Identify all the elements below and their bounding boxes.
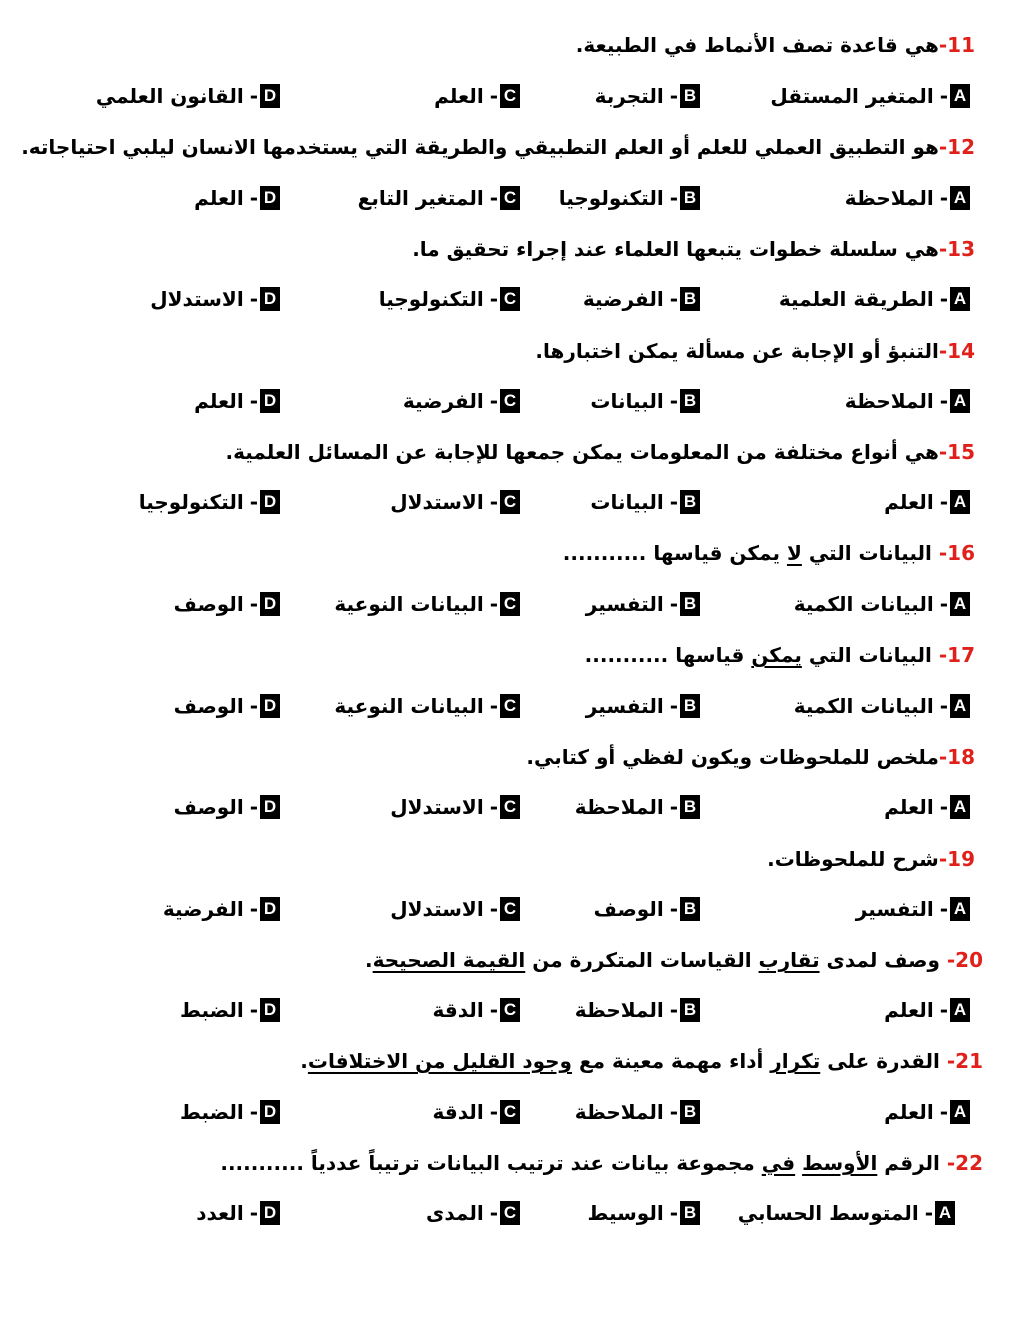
option-text: الدقة: [432, 1100, 484, 1124]
option-text: الوصف: [593, 897, 664, 921]
question-text: أداء مهمة معينة مع: [571, 1049, 771, 1073]
option-text: الوصف: [173, 592, 244, 616]
question-number: 13-: [938, 237, 975, 261]
option-text: الاستدلال: [390, 795, 484, 819]
option-text: الاستدلال: [390, 490, 484, 514]
option-letter-badge: D: [260, 287, 280, 311]
options-row-15: [30, 490, 970, 524]
question-text: يمكن قياسها ...........: [562, 541, 787, 565]
question-text: قياسها ...........: [584, 643, 752, 667]
option-letter-badge: D: [260, 1100, 280, 1124]
option-text: المتغير التابع: [357, 186, 484, 210]
question-text: التنبؤ أو الإجابة عن مسألة يمكن اختبارها.: [535, 339, 939, 363]
question-text: القدرة على: [820, 1049, 947, 1073]
option-letter-badge: D: [260, 592, 280, 616]
option-b[interactable]: B - الملاحظة: [575, 795, 700, 819]
option-letter-badge: C: [500, 694, 520, 718]
option-b[interactable]: B - الفرضية: [583, 287, 700, 311]
option-text: العلم: [194, 186, 244, 210]
option-d[interactable]: D - الوصف: [174, 795, 280, 819]
option-letter-badge: D: [260, 84, 280, 108]
option-letter-badge: A: [950, 84, 970, 108]
question-text: الرقم: [877, 1151, 947, 1175]
option-text: الطريقة العلمية: [778, 287, 934, 311]
option-d[interactable]: D - العدد: [196, 1201, 280, 1225]
option-text: الملاحظة: [844, 186, 934, 210]
option-b[interactable]: B - التفسير: [586, 592, 700, 616]
option-letter-badge: B: [680, 287, 700, 311]
option-c[interactable]: C - الاستدلال: [390, 795, 520, 819]
option-text: التفسير: [585, 592, 664, 616]
option-b[interactable]: B - الملاحظة: [575, 998, 700, 1022]
options-row-22: [15, 1201, 955, 1235]
option-text: الملاحظة: [574, 795, 664, 819]
option-letter-badge: B: [680, 897, 700, 921]
option-text: الملاحظة: [844, 389, 934, 413]
question-number: 12-: [938, 135, 975, 159]
option-c[interactable]: C - الفرضية: [403, 389, 520, 413]
options-row-11: [30, 84, 970, 118]
option-letter-badge: B: [680, 795, 700, 819]
question-text: القياسات المتكررة من: [525, 948, 759, 972]
option-letter-badge: D: [260, 490, 280, 514]
question-20: [53, 948, 983, 972]
option-text: العلم: [884, 490, 934, 514]
option-c[interactable]: C - المتغير التابع: [358, 186, 520, 210]
question-14: [45, 339, 975, 363]
option-letter-badge: D: [260, 897, 280, 921]
underlined-word: الأوسط: [802, 1151, 878, 1175]
option-letter-badge: D: [260, 186, 280, 210]
underlined-word: تكرار: [770, 1049, 821, 1073]
option-letter-badge: A: [950, 186, 970, 210]
option-c[interactable]: C - البيانات النوعية: [334, 592, 520, 616]
question-number: 11-: [938, 33, 975, 57]
option-d[interactable]: D - الوصف: [174, 694, 280, 718]
option-text: الضبط: [180, 998, 244, 1022]
option-d[interactable]: D - التكنولوجيا: [139, 490, 280, 514]
option-text: التكنولوجيا: [138, 490, 244, 514]
option-text: الضبط: [180, 1100, 244, 1124]
underlined-word: في: [761, 1151, 796, 1175]
option-letter-badge: A: [950, 694, 970, 718]
option-letter-badge: A: [950, 897, 970, 921]
underlined-word: وجود القليل من الاختلافات: [307, 1049, 572, 1073]
option-c[interactable]: C - الدقة: [433, 1100, 520, 1124]
option-letter-badge: C: [500, 1201, 520, 1225]
question-text: شرح للملحوظات.: [767, 847, 939, 871]
options-row-20: [30, 998, 970, 1032]
option-letter-badge: C: [500, 186, 520, 210]
options-row-19: [30, 897, 970, 931]
option-letter-badge: A: [950, 490, 970, 514]
option-text: الملاحظة: [574, 1100, 664, 1124]
option-letter-badge: B: [680, 84, 700, 108]
option-letter-badge: B: [680, 694, 700, 718]
option-letter-badge: A: [950, 287, 970, 311]
option-text: البيانات النوعية: [334, 694, 484, 718]
underlined-word: القيمة الصحيحة: [372, 948, 526, 972]
option-a[interactable]: A - الملاحظة: [845, 389, 970, 413]
option-text: الوسيط: [587, 1201, 664, 1225]
options-row-18: [30, 795, 970, 829]
option-letter-badge: B: [680, 1100, 700, 1124]
question-text: البيانات التي: [801, 643, 939, 667]
option-a[interactable]: A - العلم: [884, 490, 970, 514]
option-text: القانون العلمي: [95, 84, 244, 108]
option-text: العلم: [884, 998, 934, 1022]
option-text: الاستدلال: [150, 287, 244, 311]
question-text: وصف لمدى: [819, 948, 947, 972]
option-letter-badge: C: [500, 389, 520, 413]
question-number: 22-: [946, 1151, 983, 1175]
option-text: التفسير: [855, 897, 934, 921]
underlined-word: لا: [786, 541, 802, 565]
question-text: .: [300, 1049, 308, 1073]
option-a[interactable]: A - البيانات الكمية: [794, 592, 970, 616]
option-d[interactable]: D - العلم: [194, 389, 280, 413]
option-c[interactable]: C - البيانات النوعية: [334, 694, 520, 718]
option-c[interactable]: C - الدقة: [433, 998, 520, 1022]
option-c[interactable]: C - المدى: [426, 1201, 520, 1225]
option-text: البيانات الكمية: [793, 592, 934, 616]
option-letter-badge: D: [260, 389, 280, 413]
question-number: 20-: [946, 948, 983, 972]
question-text: هو التطبيق العملي للعلم أو العلم التطبيقي والطريقة التي يستخدمها الانسان ليلبي احتياجاته.: [21, 135, 939, 159]
option-letter-badge: C: [500, 84, 520, 108]
option-letter-badge: C: [500, 795, 520, 819]
option-letter-badge: A: [950, 998, 970, 1022]
option-b[interactable]: B - الوسيط: [588, 1201, 700, 1225]
option-c[interactable]: C - التكنولوجيا: [379, 287, 520, 311]
option-text: المتغير المستقل: [770, 84, 934, 108]
question-number: 15-: [938, 440, 975, 464]
option-d[interactable]: D - الفرضية: [163, 897, 280, 921]
option-text: البيانات: [590, 389, 664, 413]
option-b[interactable]: B - البيانات: [590, 389, 700, 413]
option-text: الوصف: [173, 795, 244, 819]
option-a[interactable]: A - البيانات الكمية: [794, 694, 970, 718]
question-17: [45, 643, 975, 667]
option-letter-badge: C: [500, 490, 520, 514]
question-16: [45, 541, 975, 565]
option-text: الفرضية: [582, 287, 664, 311]
question-number: 18-: [938, 745, 975, 769]
option-d[interactable]: D - الوصف: [174, 592, 280, 616]
option-text: العلم: [434, 84, 484, 108]
option-c[interactable]: C - الاستدلال: [390, 897, 520, 921]
option-text: العلم: [194, 389, 244, 413]
options-row-12: [30, 186, 970, 220]
question-22: [53, 1151, 983, 1175]
option-letter-badge: C: [500, 1100, 520, 1124]
option-letter-badge: B: [680, 592, 700, 616]
option-a[interactable]: A - المتوسط الحسابي: [738, 1201, 955, 1225]
option-text: التفسير: [585, 694, 664, 718]
option-text: التجربة: [594, 84, 664, 108]
option-d[interactable]: D - الاستدلال: [150, 287, 280, 311]
question-text: هي قاعدة تصف الأنماط في الطبيعة.: [575, 33, 939, 57]
option-text: البيانات: [590, 490, 664, 514]
options-row-17: [30, 694, 970, 728]
option-letter-badge: B: [680, 1201, 700, 1225]
option-letter-badge: D: [260, 694, 280, 718]
question-text: هي سلسلة خطوات يتبعها العلماء عند إجراء تحقيق ما.: [412, 237, 939, 261]
option-letter-badge: B: [680, 490, 700, 514]
option-letter-badge: D: [260, 795, 280, 819]
option-text: الفرضية: [402, 389, 484, 413]
option-text: العدد: [196, 1201, 244, 1225]
option-b[interactable]: B - الملاحظة: [575, 1100, 700, 1124]
option-a[interactable]: A - العلم: [884, 795, 970, 819]
option-letter-badge: D: [260, 998, 280, 1022]
option-b[interactable]: B - التكنولوجيا: [559, 186, 700, 210]
question-text: مجموعة بيانات عند ترتيب البيانات ترتيباً عددياً ...........: [220, 1151, 762, 1175]
question-number: 19-: [938, 847, 975, 871]
question-21: [53, 1049, 983, 1073]
option-a[interactable]: A - الملاحظة: [845, 186, 970, 210]
underlined-word: تقارب: [758, 948, 820, 972]
option-letter-badge: B: [680, 186, 700, 210]
option-text: البيانات النوعية: [334, 592, 484, 616]
option-b[interactable]: B - التجربة: [595, 84, 700, 108]
option-text: الدقة: [432, 998, 484, 1022]
option-a[interactable]: A - التفسير: [856, 897, 970, 921]
question-number: 16-: [938, 541, 975, 565]
option-a[interactable]: A - الطريقة العلمية: [779, 287, 970, 311]
question-18: [45, 745, 975, 769]
options-row-16: [30, 592, 970, 626]
option-letter-badge: C: [500, 897, 520, 921]
question-number: 21-: [946, 1049, 983, 1073]
option-c[interactable]: C - الاستدلال: [390, 490, 520, 514]
option-text: التكنولوجيا: [558, 186, 664, 210]
option-b[interactable]: B - الوصف: [594, 897, 700, 921]
option-letter-badge: C: [500, 998, 520, 1022]
option-letter-badge: C: [500, 287, 520, 311]
option-text: الفرضية: [162, 897, 244, 921]
option-text: الوصف: [173, 694, 244, 718]
question-19: [45, 847, 975, 871]
option-text: العلم: [884, 795, 934, 819]
option-letter-badge: D: [260, 1201, 280, 1225]
option-d[interactable]: D - الضبط: [180, 998, 280, 1022]
option-letter-badge: A: [950, 1100, 970, 1124]
option-a[interactable]: A - العلم: [884, 998, 970, 1022]
option-text: الاستدلال: [390, 897, 484, 921]
option-d[interactable]: D - القانون العلمي: [96, 84, 280, 108]
options-row-14: [30, 389, 970, 423]
options-row-21: [30, 1100, 970, 1134]
option-letter-badge: A: [950, 795, 970, 819]
option-d[interactable]: D - العلم: [194, 186, 280, 210]
option-text: الملاحظة: [574, 998, 664, 1022]
question-number: 17-: [938, 643, 975, 667]
question-text: ملخص للملحوظات ويكون لفظي أو كتابي.: [526, 745, 939, 769]
option-letter-badge: A: [950, 389, 970, 413]
option-letter-badge: A: [935, 1201, 955, 1225]
option-b[interactable]: B - البيانات: [590, 490, 700, 514]
option-text: البيانات الكمية: [793, 694, 934, 718]
option-text: العلم: [884, 1100, 934, 1124]
option-a[interactable]: A - العلم: [884, 1100, 970, 1124]
option-text: المتوسط الحسابي: [737, 1201, 919, 1225]
question-number: 14-: [938, 339, 975, 363]
question-text: .: [365, 948, 373, 972]
option-text: المدى: [426, 1201, 484, 1225]
option-letter-badge: A: [950, 592, 970, 616]
options-row-13: [30, 287, 970, 321]
option-c[interactable]: C - العلم: [434, 84, 520, 108]
question-11: [45, 33, 975, 57]
question-text: البيانات التي: [801, 541, 939, 565]
option-letter-badge: C: [500, 592, 520, 616]
option-letter-badge: B: [680, 389, 700, 413]
option-d[interactable]: D - الضبط: [180, 1100, 280, 1124]
option-letter-badge: B: [680, 998, 700, 1022]
question-13: [45, 237, 975, 261]
underlined-word: يمكن: [751, 643, 802, 667]
question-12: [21, 135, 975, 159]
option-b[interactable]: B - التفسير: [586, 694, 700, 718]
question-15: [45, 440, 975, 464]
question-text: هي أنواع مختلفة من المعلومات يمكن جمعها للإجابة عن المسائل العلمية.: [225, 440, 939, 464]
option-text: التكنولوجيا: [378, 287, 484, 311]
option-a[interactable]: A - المتغير المستقل: [770, 84, 970, 108]
